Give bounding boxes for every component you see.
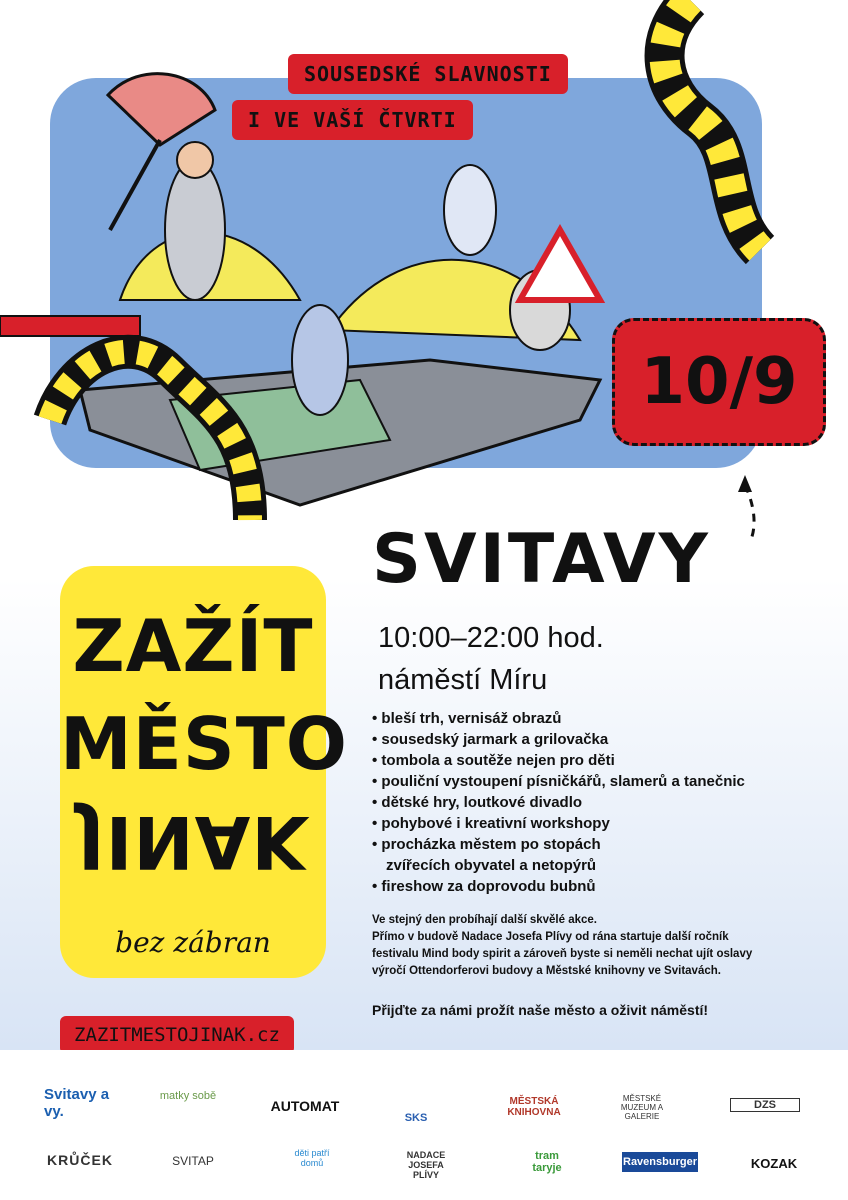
brand-line-3: JINAK [77, 800, 309, 884]
note-line: Přímo v budově Nadace Josefa Plívy od rána startuje další ročník [372, 931, 729, 943]
man-figure [165, 160, 225, 300]
logo-muzeum: MĚSTSKÉ MUZEUM A GALERIE [620, 1094, 664, 1121]
partner-logos [0, 1050, 848, 1200]
runner-figure [444, 165, 496, 255]
barrier [0, 316, 140, 336]
list-item: • dětské hry, loutkové divadlo [372, 794, 583, 811]
brand-tagline: bez zábran [115, 926, 271, 959]
list-item: • pohybové i kreativní workshopy [372, 815, 610, 832]
yoga-figure [292, 305, 348, 415]
logo-kozak: KOZAK [750, 1156, 798, 1171]
program-list [372, 708, 745, 897]
logo-deti: děti patří domů [294, 1148, 330, 1168]
brand-line-1: ZAŽÍT [72, 604, 314, 688]
logo-svitap: SVITAP [172, 1154, 214, 1168]
list-item: • pouliční vystoupení písničkářů, slamerů a tanečnic [372, 773, 745, 790]
website-link[interactable]: ZAZITMESTOJINAK.cz [60, 1016, 294, 1054]
tag-line-2: I VE VAŠÍ ČTVRTI [232, 100, 473, 140]
list-item: zvířecích obyvatel a netopýrů [386, 857, 597, 874]
tag-line-1: SOUSEDSKÉ SLAVNOSTI [288, 54, 568, 94]
note-line: festivalu Mind body spirit a zároveň byste si neměli nechat ujít oslavy [372, 948, 753, 960]
logo-automat: AUTOMAT [270, 1098, 340, 1114]
event-time: 10:00–22:00 hod. [378, 622, 604, 654]
logo-knihovna: MĚSTSKÁ KNIHOVNA [507, 1096, 561, 1118]
logo-matky: matky sobě [159, 1090, 217, 1102]
list-item: • bleší trh, vernisáž obrazů [372, 710, 562, 727]
brand-line-2: MĚSTO [60, 702, 349, 786]
logo-sks: SKS [404, 1112, 428, 1124]
brand-box [60, 566, 349, 978]
note-line: výročí Ottendorferovi budovy a Městské knihovny ve Svitavách. [372, 965, 721, 977]
logo-nadace: NADACE JOSEFA PLÍVY [406, 1150, 446, 1180]
list-item: • procházka městem po stopách [372, 836, 601, 853]
city-title: SVITAVY [372, 520, 711, 599]
list-item: • tombola a soutěže nejen pro děti [372, 752, 615, 769]
event-place: náměstí Míru [378, 664, 548, 696]
logo-ravensburger: Ravensburger [622, 1152, 698, 1172]
list-item: • sousedský jarmark a grilovačka [372, 731, 609, 748]
list-item: • fireshow za doprovodu bubnů [372, 878, 596, 895]
logo-tramtaryje: tram taryje [532, 1150, 562, 1174]
logo-svitavy: Svitavy a vy. [44, 1086, 110, 1120]
note-block [372, 912, 772, 980]
call-to-action: Přijďte za námi prožít naše město a oživit náměstí! [372, 1002, 709, 1018]
logo-dzs: DZS [730, 1098, 800, 1112]
logo-krucek: KRŮČEK [47, 1152, 113, 1168]
note-line: Ve stejný den probíhají další skvělé akce. [372, 914, 597, 926]
date-badge: 10/9 [612, 318, 826, 446]
